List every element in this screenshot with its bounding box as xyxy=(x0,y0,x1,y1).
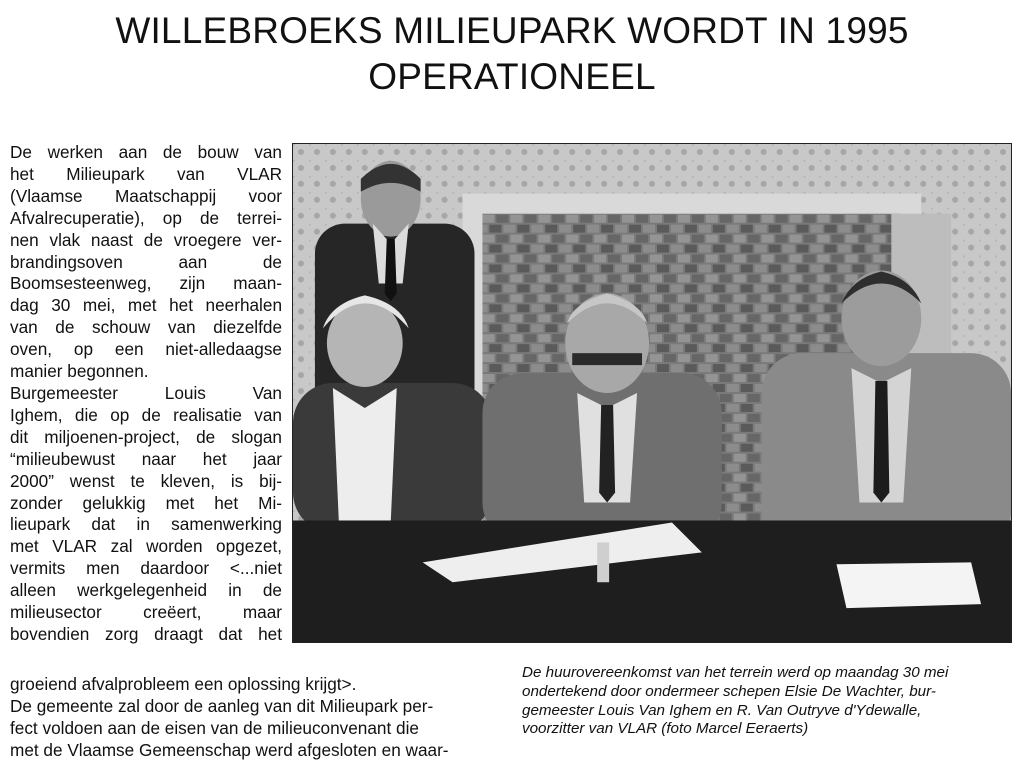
news-photo xyxy=(292,143,1012,643)
column-line: nen vlak naast de vroegere ver- xyxy=(10,229,282,250)
column-line: “milieubewust naar het jaar xyxy=(10,448,282,469)
column-line: dit miljoenen-project, de slogan xyxy=(10,426,282,447)
continuation-line: De gemeente zal door de aanleg van dit Milieupark per- xyxy=(10,695,434,716)
caption-line: ondertekend door ondermeer schepen Elsie De Wachter, bur- xyxy=(522,682,936,700)
column-line: oven, op een niet-alledaagse xyxy=(10,339,282,360)
column-line: alleen werkgelegenheid in de xyxy=(10,580,282,601)
continuation-line: groeiend afvalprobleem een oplossing krijgt>. xyxy=(10,674,357,694)
column-line: het Milieupark van VLAR xyxy=(10,163,282,184)
caption-line: gemeester Louis Van Ighem en R. Van Outryve d'Ydewalle, xyxy=(522,701,922,719)
column-line: milieusector creëert, maar xyxy=(10,602,282,623)
column-line: manier begonnen. xyxy=(10,361,149,382)
column-line: vermits men daardoor <...niet xyxy=(10,558,282,579)
caption-line: voorzitter van VLAR (foto Marcel Eeraerts) xyxy=(522,720,809,738)
column-line: (Vlaamse Maatschappij voor xyxy=(10,185,282,206)
pen-stand xyxy=(597,542,609,582)
column-line: zonder gelukkig met het Mi- xyxy=(10,492,282,513)
column-line: Boomsesteenweg, zijn maan- xyxy=(10,273,282,294)
column-line: Ighem, die op de realisatie van xyxy=(10,404,282,425)
column-line: dag 30 mei, met het neerhalen xyxy=(10,295,282,316)
column-line: Afvalrecuperatie), op de terrei- xyxy=(10,207,282,228)
continuation-line: fect voldoen aan de eisen van de milieuconvenant die xyxy=(10,717,419,738)
continuation-line: met de Vlaamse Gemeenschap werd afgesloten en waar- xyxy=(10,739,449,760)
column-line: Burgemeester Louis Van xyxy=(10,382,282,403)
column-line: lieupark dat in samenwerking xyxy=(10,514,282,535)
photo-caption xyxy=(522,664,1012,739)
column-line: met VLAR zal worden opgezet, xyxy=(10,536,282,557)
headline-line-2: OPERATIONEEL xyxy=(368,56,656,97)
column-line: van de schouw van diezelfde xyxy=(10,317,282,338)
headline-line-1: WILLEBROEKS MILIEUPARK WORDT IN 1995 xyxy=(115,10,909,51)
column-line: 2000” wenst te kleven, is bij- xyxy=(10,470,282,491)
caption-line: De huurovereenkomst van het terrein werd op maandag 30 mei xyxy=(522,664,949,681)
photo-illustration xyxy=(293,144,1011,642)
column-line: bovendien zorg draagt dat het xyxy=(10,623,282,644)
paper-sheet xyxy=(836,562,981,608)
column-line: De werken aan de bouw van xyxy=(10,142,282,162)
article-continuation xyxy=(10,674,510,762)
article-column xyxy=(10,142,282,646)
column-line: brandingsoven aan de xyxy=(10,251,282,272)
headline xyxy=(10,8,1014,100)
